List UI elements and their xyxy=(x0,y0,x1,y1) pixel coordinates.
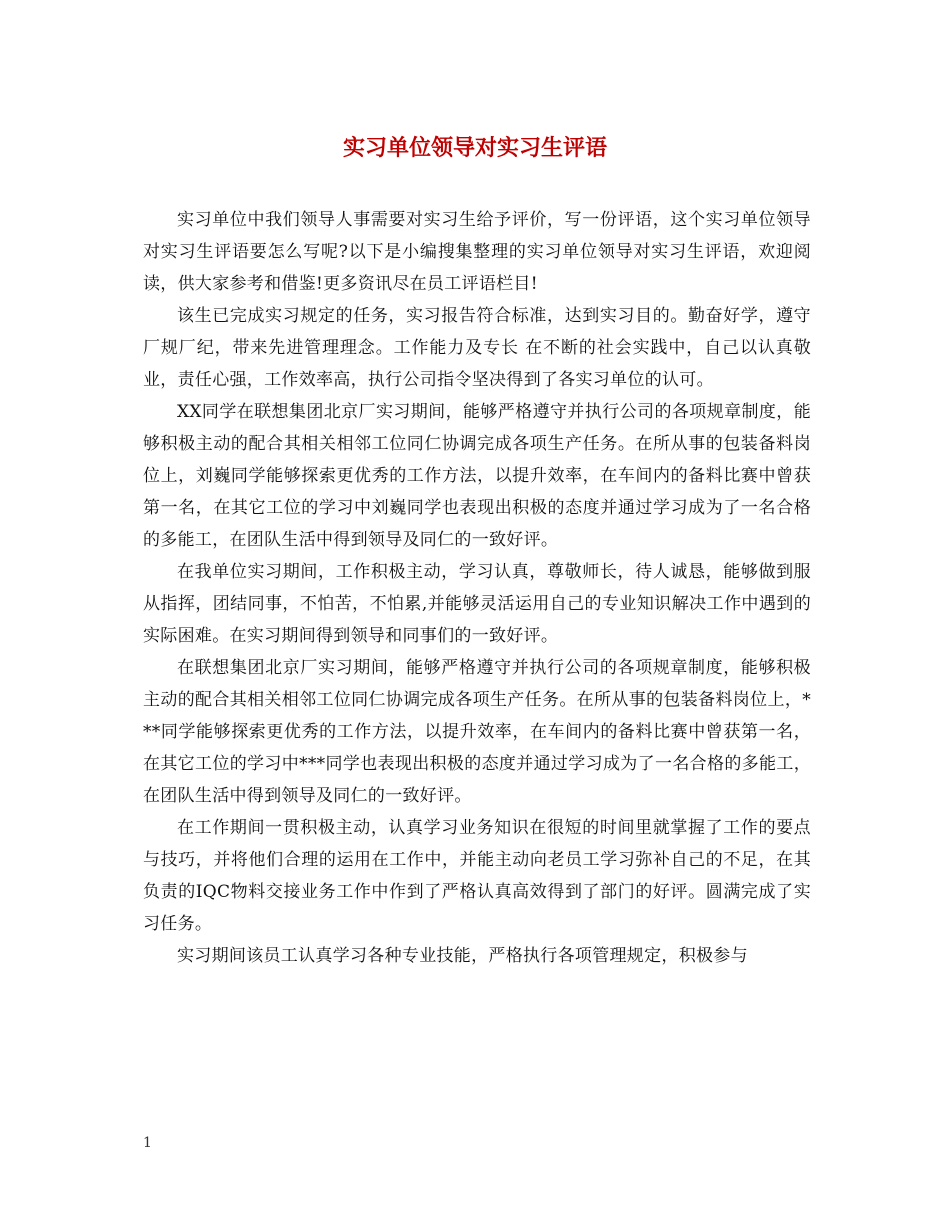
paragraph-intro: 实习单位中我们领导人事需要对实习生给予评价，写一份评语，这个实习单位领导对实习生评语要怎么写呢?以下是小编搜集整理的实习单位领导对实习生评语，欢迎阅读，供大家参考和借鉴!更多资讯尽在员工评语栏目! xyxy=(143,210,811,294)
paragraph-comment-2: XX同学在联想集团北京厂实习期间，能够严格遵守并执行公司的各项规章制度，能够积极主动的配合其相关相邻工位同仁协调完成各项生产任务。在所从事的包装备料岗位上，刘巍同学能够探索更优秀的工作方法，以提升效率，在车间内的备料比赛中曾获第一名，在其它工位的学习中刘巍同学也表现出积极的态度并通过学习成为了一名合格的多能工，在团队生活中得到领导及同仁的一致好评。 xyxy=(143,402,811,550)
paragraph-comment-5: 在工作期间一贯积极主动，认真学习业务知识在很短的时间里就掌握了工作的要点与技巧，并将他们合理的运用在工作中，并能主动向老员工学习弥补自己的不足，在其负责的IQC物料交接业务工作中作到了严格认真高效得到了部门的好评。圆满完成了实习任务。 xyxy=(143,818,811,934)
document-title: 实习单位领导对实习生评语 xyxy=(342,135,607,161)
document-body xyxy=(143,204,811,972)
page-number: 1 xyxy=(143,1135,152,1151)
paragraph-comment-4: 在联想集团北京厂实习期间，能够严格遵守并执行公司的各项规章制度，能够积极主动的配合其相关相邻工位同仁协调完成各项生产任务。在所从事的包装备料岗位上，***同学能够探索更优秀的工作方法，以提升效率，在车间内的备料比赛中曾获第一名，在其它工位的学习中***同学也表现出积极的态度并通过学习成为了一名合格的多能工，在团队生活中得到领导及同仁的一致好评。 xyxy=(143,658,811,806)
paragraph-comment-1: 该生已完成实习规定的任务，实习报告符合标准，达到实习目的。勤奋好学，遵守厂规厂纪，带来先进管理理念。工作能力及专长 在不断的社会实践中，自己以认真敬业，责任心强，工作效率高，执行公司指令坚决得到了各实习单位的认可。 xyxy=(143,306,811,390)
paragraph-comment-6: 实习期间该员工认真学习各种专业技能，严格执行各项管理规定，积极参与 xyxy=(177,946,748,966)
paragraph-comment-3: 在我单位实习期间，工作积极主动，学习认真，尊敬师长，待人诚恳，能够做到服从指挥，团结同事，不怕苦，不怕累,并能够灵活运用自己的专业知识解决工作中遇到的实际困难。在实习期间得到领导和同事们的一致好评。 xyxy=(143,562,811,646)
